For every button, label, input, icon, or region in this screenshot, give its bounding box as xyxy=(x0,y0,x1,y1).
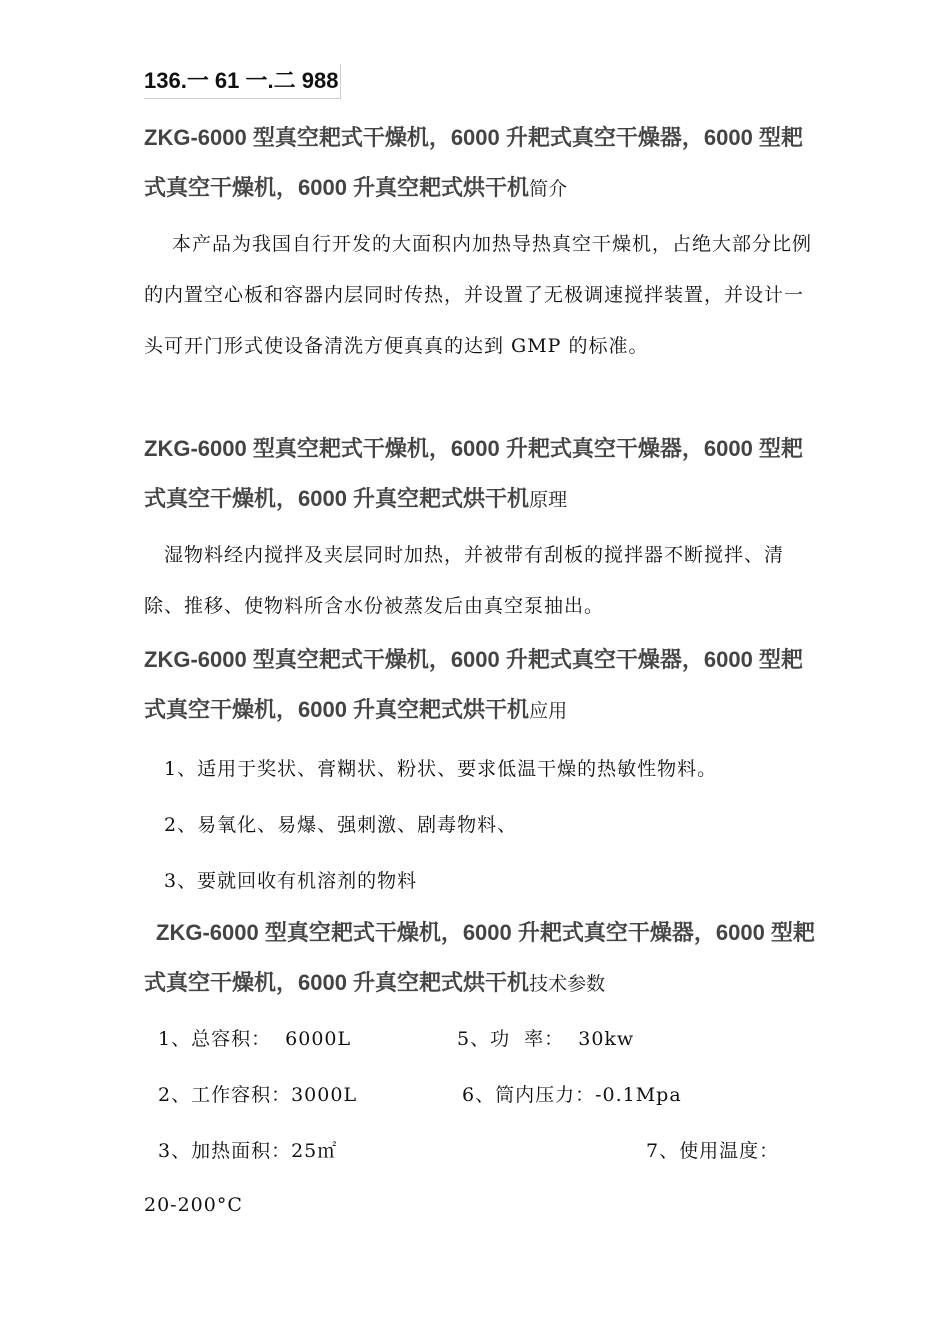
spec-temperature-value: 20-200°C xyxy=(144,1194,243,1216)
intro-heading-suffix: 简介 xyxy=(529,178,568,200)
principle-heading xyxy=(144,424,824,525)
intro-heading-text: ZKG-6000 型真空耙式干燥机，6000 升耙式真空干燥器，6000 型耙式真空干燥机，6000 升真空耙式烘干机 xyxy=(144,125,803,200)
specs-heading xyxy=(144,908,824,1009)
principle-heading-suffix: 原理 xyxy=(529,489,568,511)
application-heading-suffix: 应用 xyxy=(529,700,568,722)
application-heading-text: ZKG-6000 型真空耙式干燥机，6000 升耙式真空干燥器，6000 型耙式真空干燥机，6000 升真空耙式烘干机 xyxy=(144,647,803,722)
spec-working-volume: 2、工作容积：3000L xyxy=(158,1084,358,1106)
application-item: 3、要就回收有机溶剂的物料 xyxy=(164,870,418,892)
principle-paragraph: 湿物料经内搅拌及夹层同时加热，并被带有刮板的搅拌器不断搅拌、清除、推移、使物料所含水份被蒸发后由真空泵抽出。 xyxy=(144,544,785,617)
intro-heading xyxy=(144,113,824,214)
application-heading xyxy=(144,635,824,736)
spec-total-volume: 1、总容积： 6000L xyxy=(158,1028,352,1050)
spec-temperature-label: 7、使用温度： xyxy=(646,1140,780,1162)
specs-heading-suffix: 技术参数 xyxy=(529,973,606,995)
application-item: 2、易氧化、易爆、强刺激、剧毒物料、 xyxy=(164,814,518,836)
principle-heading-text: ZKG-6000 型真空耙式干燥机，6000 升耙式真空干燥器，6000 型耙式真空干燥机，6000 升真空耙式烘干机 xyxy=(144,436,803,511)
spec-pressure: 6、筒内压力：-0.1Mpa xyxy=(462,1084,682,1106)
spec-heating-area: 3、加热面积：25㎡ xyxy=(158,1140,338,1162)
phone-number: 136.一 61 一.二 988 xyxy=(144,64,341,99)
specs-heading-text: ZKG-6000 型真空耙式干燥机，6000 升耙式真空干燥器，6000 型耙式真空干燥机，6000 升真空耙式烘干机 xyxy=(144,920,815,995)
application-item: 1、适用于奖状、膏糊状、粉状、要求低温干燥的热敏性物料。 xyxy=(164,758,718,780)
intro-paragraph: 本产品为我国自行开发的大面积内加热导热真空干燥机，占绝大部分比例的内置空心板和容器内层同时传热，并设置了无极调速搅拌装置，并设计一头可开门形式使设备清洗方便真真的达到 GMP 的标准。 xyxy=(144,233,813,357)
spec-power: 5、功 率： 30kw xyxy=(457,1028,635,1050)
